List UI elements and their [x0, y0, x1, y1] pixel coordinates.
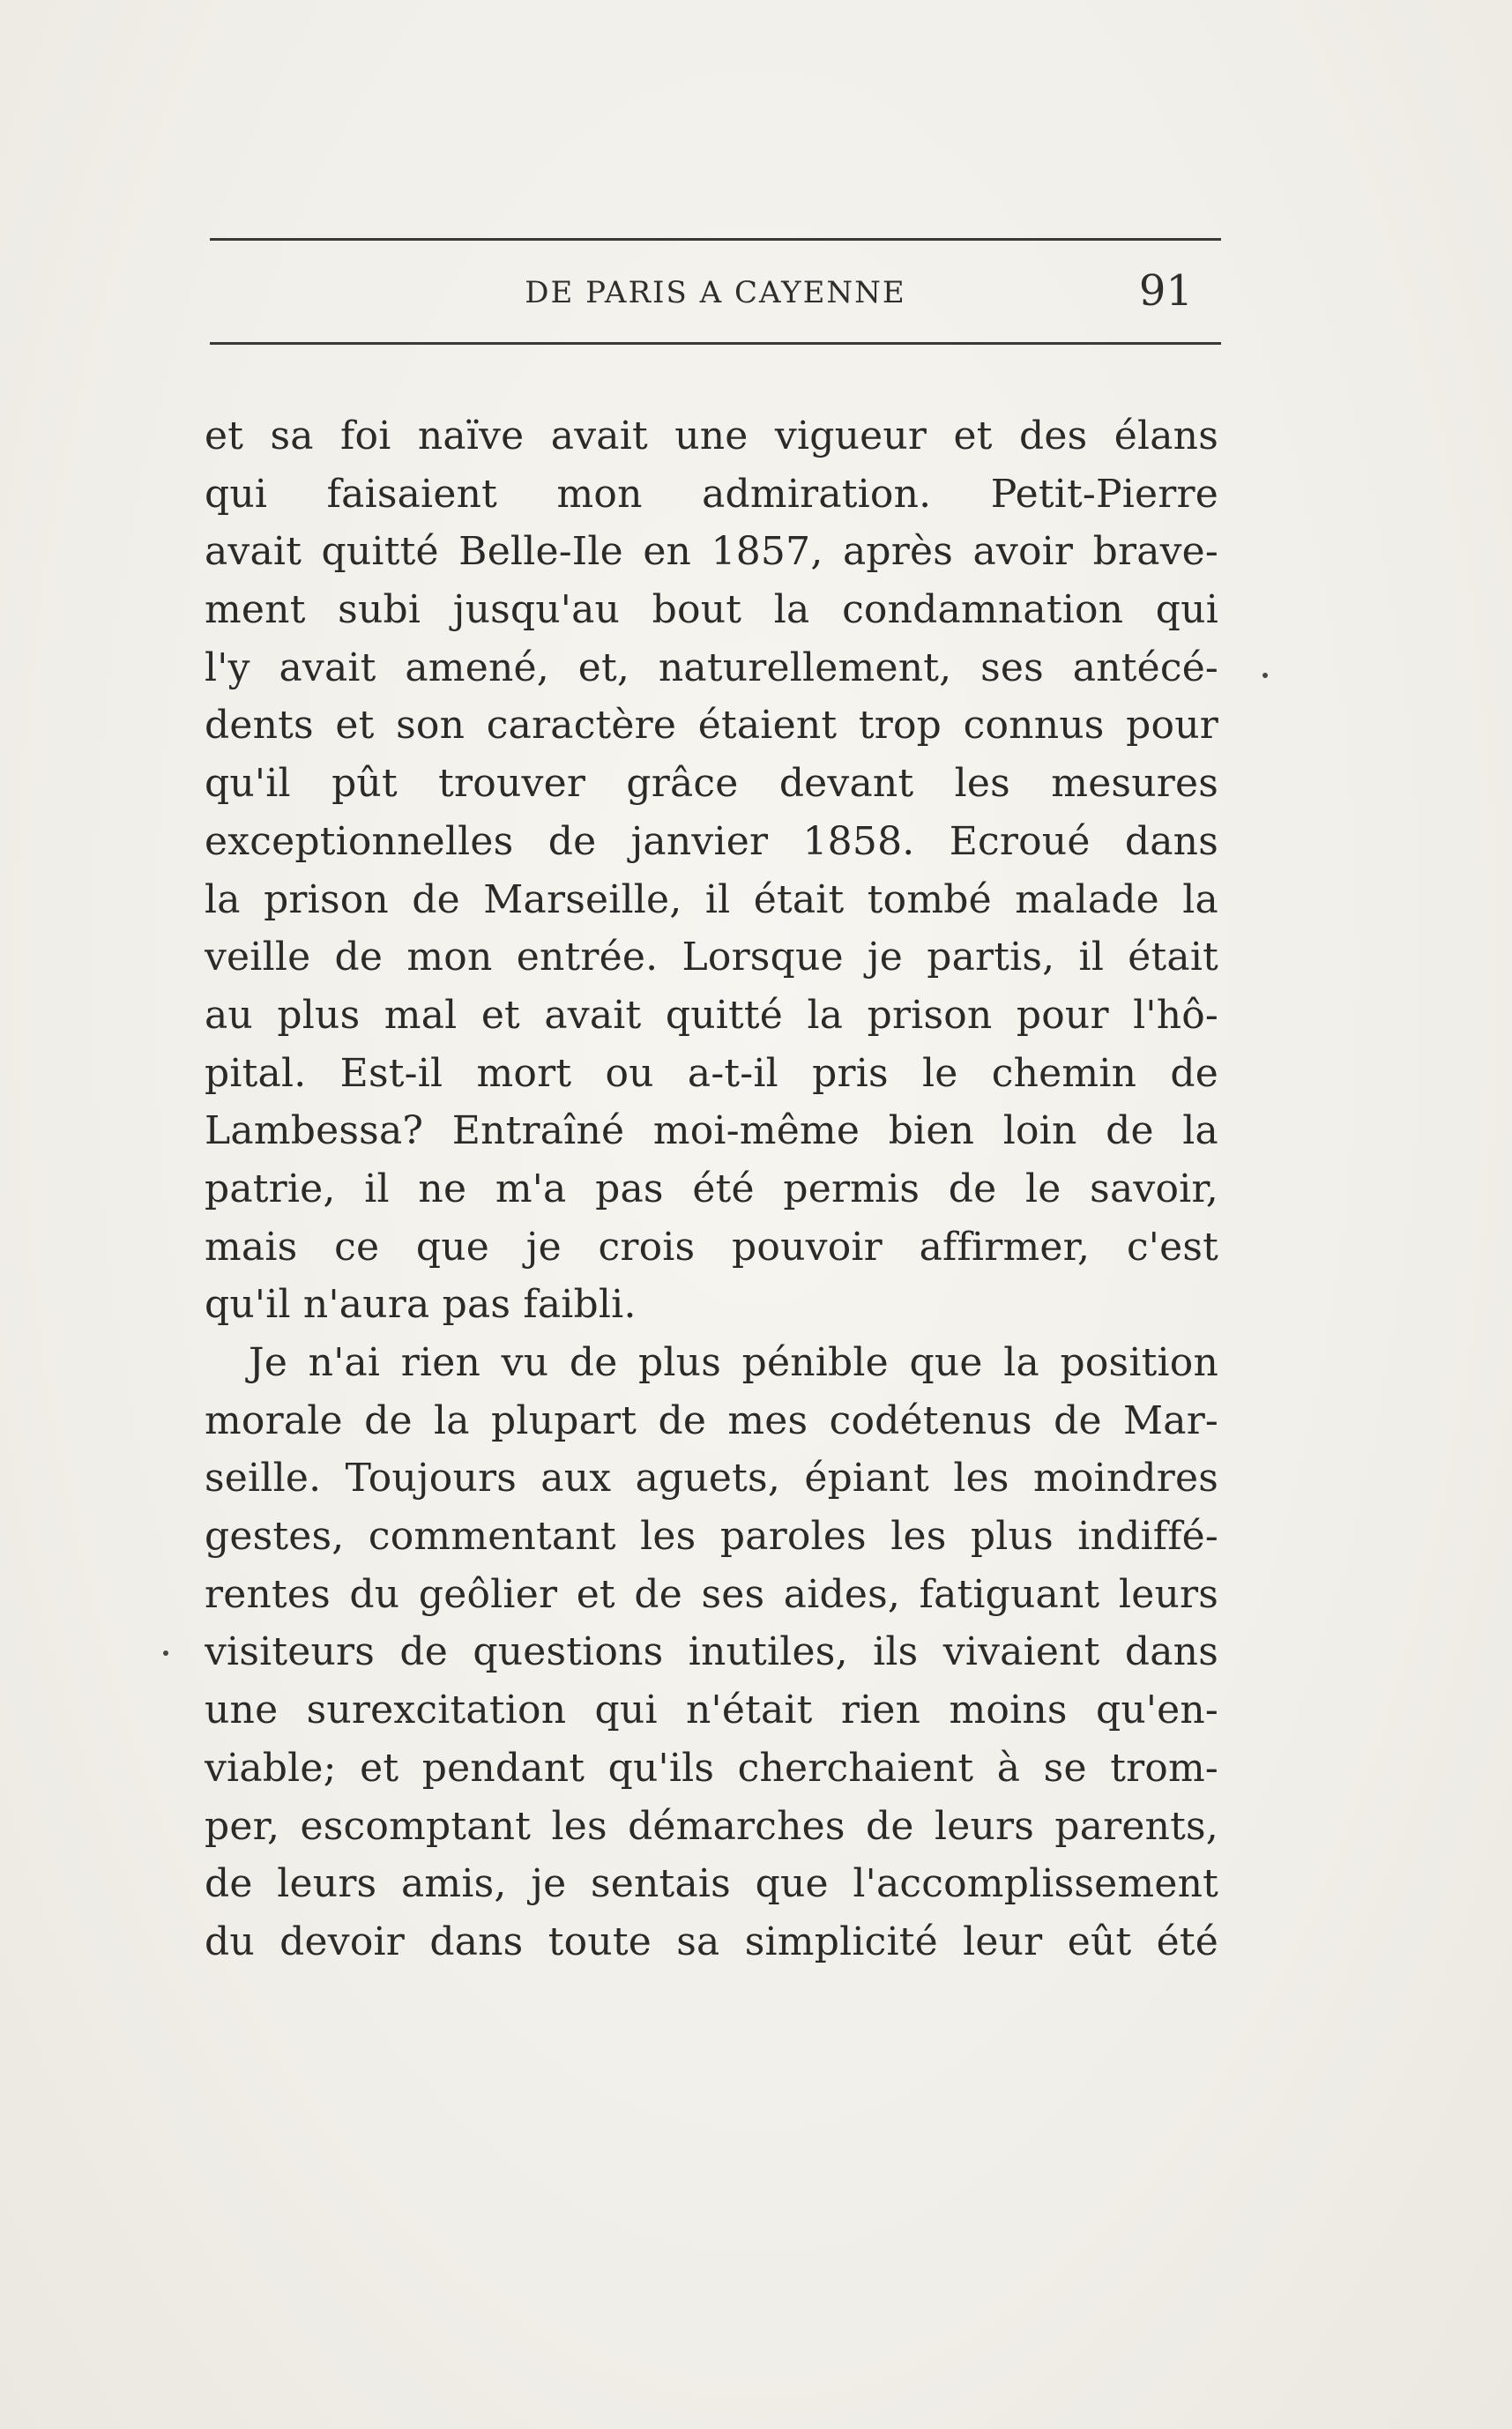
- body-text: [205, 407, 1218, 1971]
- text-line: gestes, commentant les paroles les plus indiffé-: [205, 1514, 1218, 1560]
- text-line: Lambessa? Entraîné moi-même bien loin de la: [205, 1108, 1218, 1154]
- paragraph-start-line: Je n'ai rien vu de plus pénible que la position: [249, 1340, 1218, 1385]
- text-line: l'y avait amené, et, naturellement, ses antécé-: [205, 645, 1218, 690]
- text-line: qu'il pût trouver grâce devant les mesures: [205, 761, 1218, 807]
- running-head: [210, 265, 1221, 326]
- text-line: visiteurs de questions inutiles, ils vivaient dans: [205, 1629, 1218, 1675]
- text-line: la prison de Marseille, il était tombé malade la: [205, 876, 1218, 922]
- text-line: et sa foi naïve avait une vigueur et des élans: [205, 414, 1218, 458]
- text-line: rentes du geôlier et de ses aides, fatiguant leurs: [205, 1571, 1218, 1617]
- ink-speck: [1262, 673, 1268, 678]
- text-line: morale de la plupart de mes codétenus de Mar-: [205, 1397, 1218, 1443]
- page-number: 91: [1138, 266, 1193, 316]
- text-line: du devoir dans toute sa simplicité leur eût été: [205, 1919, 1218, 1964]
- text-line: ment subi jusqu'au bout la condamnation qui: [205, 587, 1218, 633]
- header-rule-bottom: [210, 342, 1221, 345]
- text-line: au plus mal et avait quitté la prison pour l'hô-: [205, 992, 1218, 1038]
- text-line: une surexcitation qui n'était rien moins qu'en-: [205, 1688, 1218, 1733]
- running-title: DE PARIS A CAYENNE: [525, 275, 906, 310]
- text-line: qui faisaient mon admiration. Petit-Pierre: [205, 471, 1218, 517]
- text-line: per, escomptant les démarches de leurs parents,: [205, 1803, 1218, 1849]
- header-rule-top: [210, 238, 1221, 241]
- paragraph-end-line: qu'il n'aura pas faibli.: [205, 1282, 637, 1328]
- text-line: seille. Toujours aux aguets, épiant les moindres: [205, 1456, 1218, 1501]
- text-line: dents et son caractère étaient trop connus pour: [205, 703, 1218, 749]
- text-line: patrie, il ne m'a pas été permis de le savoir,: [205, 1166, 1218, 1211]
- text-line: de leurs amis, je sentais que l'accomplissement: [205, 1861, 1218, 1907]
- text-line: mais ce que je crois pouvoir affirmer, c'est: [205, 1224, 1218, 1270]
- text-line: viable; et pendant qu'ils cherchaient à se trom-: [205, 1745, 1218, 1791]
- text-line: pital. Est-il mort ou a-t-il pris le chemin de: [205, 1050, 1218, 1096]
- text-line: avait quitté Belle-Ile en 1857, après avoir brave-: [205, 529, 1218, 575]
- text-line: exceptionnelles de janvier 1858. Ecroué dans: [205, 818, 1218, 864]
- ink-speck: [163, 1650, 168, 1656]
- text-line: veille de mon entrée. Lorsque je partis, il était: [205, 935, 1218, 980]
